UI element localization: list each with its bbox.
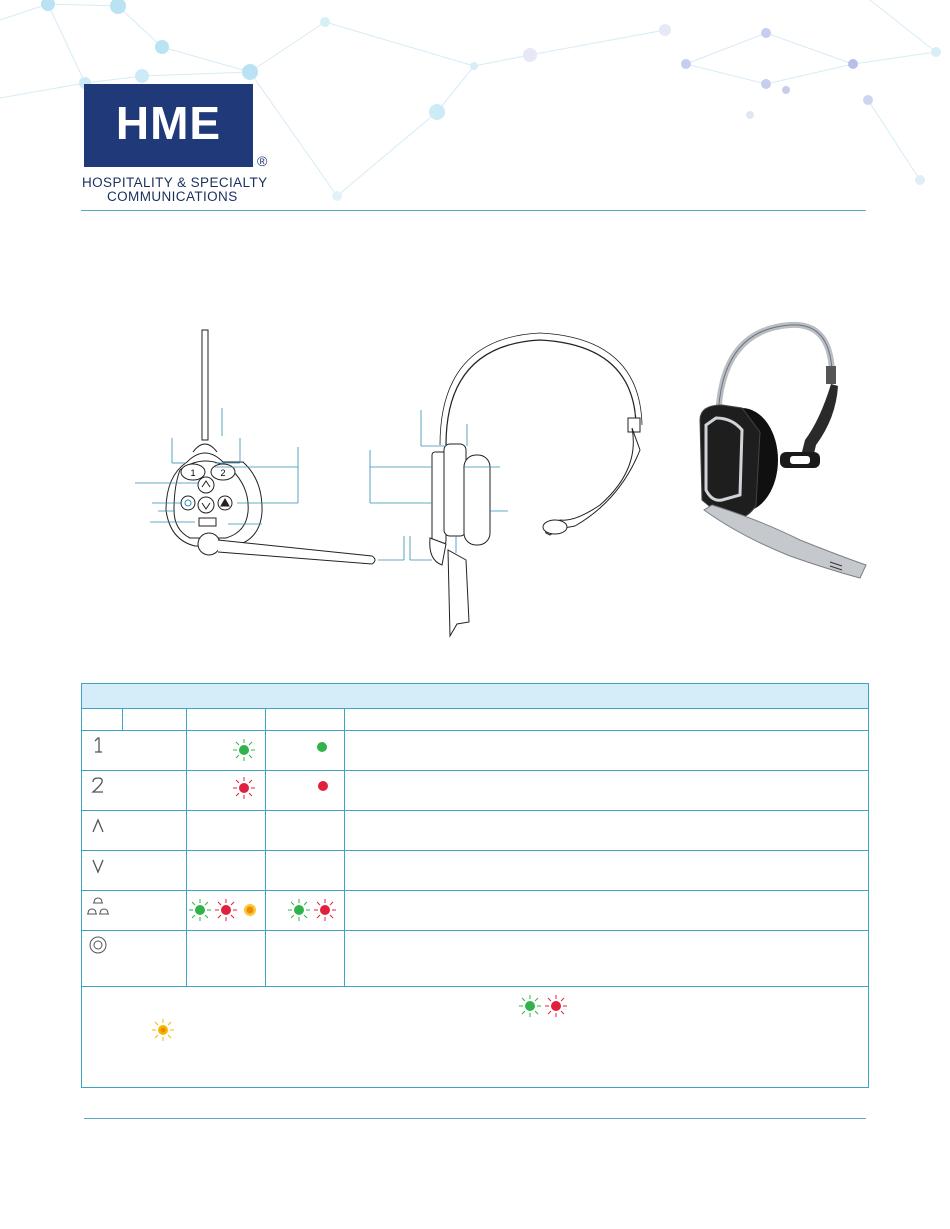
- volume-down-icon: [91, 858, 105, 874]
- table-header: [82, 684, 868, 709]
- header-divider: [81, 210, 866, 211]
- headset-diagrams: [0, 300, 680, 645]
- registered-mark: ®: [257, 153, 268, 169]
- led-solid-green-icon: [316, 741, 328, 753]
- button-led-table: [81, 683, 869, 1088]
- led-flashing-green-icon: [232, 738, 256, 762]
- led-solid-yellow-icon: [243, 903, 257, 917]
- led-flashing-red-icon: [313, 898, 337, 922]
- channel-2-icon: [90, 777, 106, 793]
- brand-subtitle-line1: HOSPITALITY & SPECIALTY: [82, 175, 268, 190]
- channel-1-icon: [90, 737, 106, 753]
- led-flashing-green-icon: [188, 898, 212, 922]
- brand-logo-text: HME: [115, 97, 222, 149]
- led-flashing-red-icon: [232, 776, 256, 800]
- brand-subtitle-line2: COMMUNICATIONS: [107, 189, 238, 204]
- group-icon: [87, 895, 109, 917]
- button-2-label: 2: [220, 468, 226, 478]
- power-icon: [89, 936, 107, 954]
- led-solid-red-icon: [317, 780, 329, 792]
- headset-photo: [690, 320, 880, 585]
- footnote-led-green-icon: [518, 994, 542, 1018]
- footer-divider: [84, 1118, 866, 1119]
- footnote-led-red-icon: [544, 994, 568, 1018]
- led-flashing-green-icon: [287, 898, 311, 922]
- led-flashing-red-icon: [214, 898, 238, 922]
- volume-up-icon: [91, 818, 105, 834]
- button-1-label: 1: [190, 468, 196, 478]
- headset-front-view: [135, 330, 375, 564]
- headset-side-view: [370, 333, 642, 636]
- footnote-led-yellow-icon: [151, 1018, 175, 1042]
